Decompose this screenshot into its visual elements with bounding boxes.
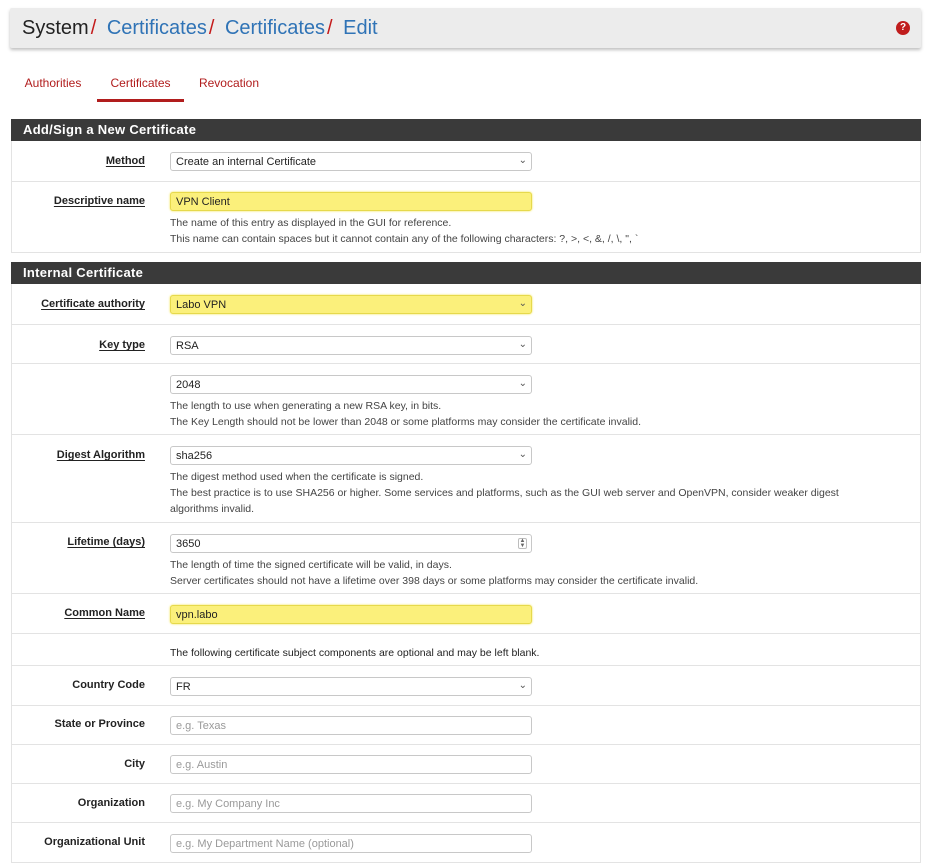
section-header-internal-certificate: Internal Certificate <box>11 262 921 284</box>
descriptive-name-help <box>170 215 890 247</box>
breadcrumb-separator: / <box>90 17 97 39</box>
organization-placeholder: e.g. My Company Inc <box>176 798 280 810</box>
top-bar <box>10 8 921 48</box>
descriptive-name-input[interactable] <box>170 192 532 211</box>
country-code-value: FR <box>176 681 191 693</box>
form-row-lifetime <box>11 523 921 594</box>
organizational-unit-label: Organizational Unit <box>44 836 145 848</box>
lifetime-help <box>170 557 890 589</box>
form-row-certificate-authority <box>11 284 921 325</box>
digest-algorithm-help <box>170 469 890 517</box>
country-code-label: Country Code <box>72 679 145 691</box>
breadcrumb-certificates-link[interactable]: Certificates <box>106 17 207 39</box>
key-type-label: Key type <box>99 339 145 351</box>
city-label: City <box>124 758 145 770</box>
certificate-authority-select[interactable] <box>170 295 532 314</box>
tab-revocation[interactable]: Revocation <box>198 76 260 90</box>
form-row-optional-note <box>11 634 921 666</box>
form-row-organizational-unit <box>11 823 921 863</box>
city-placeholder: e.g. Austin <box>176 759 228 771</box>
help-line: This name can contain spaces but it cannot contain any of the following characters: ?, >, <, &, /, \, ", ` <box>170 233 639 245</box>
digest-algorithm-value: sha256 <box>176 450 213 462</box>
common-name-label: Common Name <box>64 607 145 619</box>
chevron-down-icon: ⌄ <box>518 680 527 691</box>
form-row-city <box>11 745 921 784</box>
organization-label: Organization <box>77 797 145 809</box>
number-spinner-icon[interactable]: ▲ ▼ <box>519 538 526 549</box>
state-placeholder: e.g. Texas <box>176 720 226 732</box>
key-length-select[interactable] <box>170 375 532 394</box>
chevron-down-icon: ⌄ <box>518 298 527 309</box>
form-row-descriptive-name <box>11 182 921 253</box>
organization-input[interactable] <box>170 794 532 813</box>
form-row-state <box>11 706 921 745</box>
form-row-common-name <box>11 594 921 634</box>
descriptive-name-label: Descriptive name <box>53 195 145 207</box>
common-name-input[interactable] <box>170 605 532 624</box>
breadcrumb <box>22 17 378 39</box>
common-name-value: vpn.labo <box>176 609 218 621</box>
certificate-authority-label: Certificate authority <box>41 298 145 310</box>
lifetime-label: Lifetime (days) <box>67 536 145 548</box>
breadcrumb-separator: / <box>208 17 215 39</box>
form-row-digest-algorithm <box>11 435 921 523</box>
form-row-method <box>11 141 921 182</box>
help-line: The name of this entry as displayed in the GUI for reference. <box>170 217 452 229</box>
tab-authorities[interactable]: Authorities <box>24 76 82 90</box>
method-value: Create an internal Certificate <box>176 156 317 168</box>
tab-certificates[interactable]: Certificates <box>97 70 184 102</box>
form-row-key-type <box>11 325 921 364</box>
help-line: The length to use when generating a new RSA key, in bits. <box>170 400 442 412</box>
key-type-value: RSA <box>176 340 199 352</box>
key-length-value: 2048 <box>176 379 201 391</box>
country-code-select[interactable] <box>170 677 532 696</box>
help-line: The digest method used when the certificate is signed. <box>170 471 424 483</box>
help-line: The Key Length should not be lower than 2048 or some platforms may consider the certificate invalid. <box>170 416 642 428</box>
city-input[interactable] <box>170 755 532 774</box>
chevron-down-icon: ⌄ <box>518 155 527 166</box>
help-line: algorithms invalid. <box>170 503 255 515</box>
help-line: The length of time the signed certificate will be valid, in days. <box>170 559 452 571</box>
breadcrumb-separator: / <box>327 17 333 39</box>
form-row-country-code <box>11 666 921 706</box>
help-icon[interactable]: ? <box>896 21 910 35</box>
method-label: Method <box>105 155 145 167</box>
help-line: The best practice is to use SHA256 or higher. Some services and platforms, such as the GUI web server and OpenVPN, consider weaker digest <box>170 487 839 499</box>
help-line: Server certificates should not have a lifetime over 398 days or some platforms may consider the certificate invalid. <box>170 575 699 587</box>
descriptive-name-value: VPN Client <box>176 196 230 208</box>
chevron-down-icon: ⌄ <box>518 378 527 389</box>
key-length-help <box>170 398 890 430</box>
breadcrumb-system: System <box>22 17 89 39</box>
chevron-down-icon: ⌄ <box>518 339 527 350</box>
optional-note-text: The following certificate subject components are optional and may be left blank. <box>170 647 540 659</box>
digest-algorithm-select[interactable] <box>170 446 532 465</box>
lifetime-value: 3650 <box>176 538 201 550</box>
state-label: State or Province <box>54 718 145 730</box>
key-type-select[interactable] <box>170 336 532 355</box>
breadcrumb-certificates-link-2[interactable]: Certificates <box>224 17 325 39</box>
state-input[interactable] <box>170 716 532 735</box>
form-row-key-length <box>11 364 921 435</box>
breadcrumb-edit-link[interactable]: Edit <box>343 17 378 39</box>
chevron-down-icon: ⌄ <box>518 449 527 460</box>
section-header-add-sign: Add/Sign a New Certificate <box>11 119 921 141</box>
method-select[interactable] <box>170 152 532 171</box>
lifetime-input[interactable] <box>170 534 532 553</box>
organizational-unit-input[interactable] <box>170 834 532 853</box>
certificate-authority-value: Labo VPN <box>176 299 227 311</box>
form-row-organization <box>11 784 921 823</box>
organizational-unit-placeholder: e.g. My Department Name (optional) <box>176 838 354 850</box>
digest-algorithm-label: Digest Algorithm <box>56 449 145 461</box>
